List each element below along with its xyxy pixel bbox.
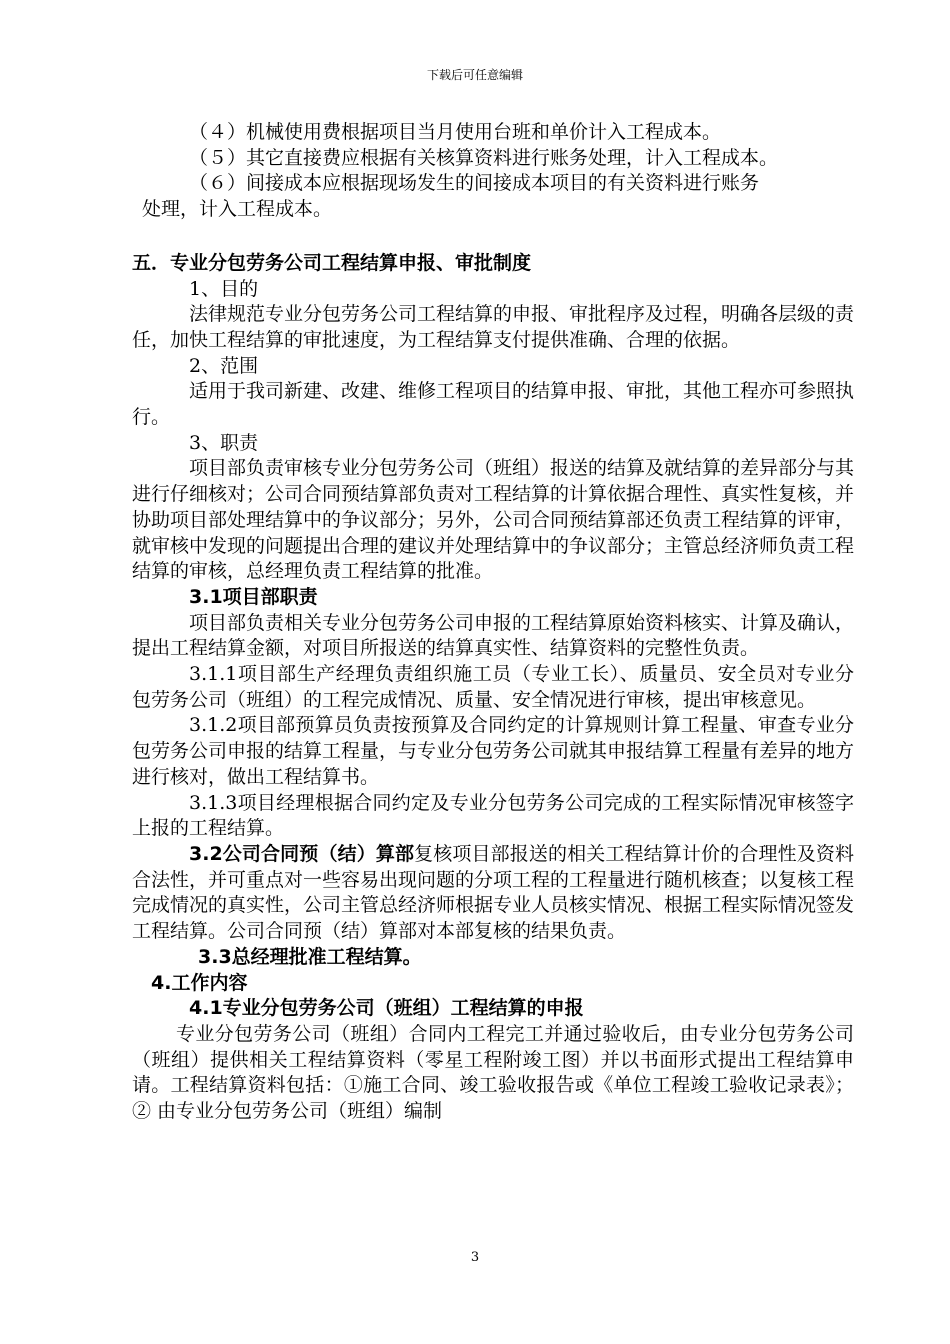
paragraph-item-6b: 处理，计入工程成本。 xyxy=(142,198,333,221)
subheading-4: 4.工作内容 xyxy=(151,971,248,994)
subheading-purpose: 1、目的 xyxy=(189,277,259,300)
paragraph-scope: 适用于我司新建、改建、维修工程项目的结算申报、审批，其他工程亦可参照执行。 xyxy=(132,380,855,429)
subheading-3-3: 3.3总经理批准工程结算。 xyxy=(198,945,422,968)
section-heading-5: 五．专业分包劳务公司工程结算申报、审批制度 xyxy=(132,251,532,274)
subheading-duties: 3、职责 xyxy=(189,431,259,454)
page-header: 下载后可任意编辑 xyxy=(426,68,523,82)
document-body xyxy=(132,120,854,1125)
paragraph-duties: 项目部负责审核专业分包劳务公司（班组）报送的结算及就结算的差异部分与其进行仔细核对；公司合同预结算部负责对工程结算的计算依据合理性、真实性复核，并协助项目部处理结算中的争议部分；另外，公司合同预结算部还负责工程结算的评审，就审核中发现的问题提出合理的建议并处理结算中的争议部分；主管总经济师负责工程结算的审核，总经理负责工程结算的批准。 xyxy=(132,457,855,583)
paragraph-4-1: 专业分包劳务公司（班组）合同内工程完工并通过验收后，由专业分包劳务公司（班组）提供相关工程结算资料（零星工程附竣工图）并以书面形式提出工程结算申请。工程结算资料包括：①施工合同、竣工验收报告或《单位工程竣工验收记录表》；② 由专业分包劳务公司（班组）编制 xyxy=(132,1022,854,1123)
paragraph-item-6a: （６）间接成本应根据现场发生的间接成本项目的有关资料进行账务 xyxy=(189,172,760,195)
paragraph-3-1-1: 3.1.1项目部生产经理负责组织施工员（专业工长）、质量员、安全员对专业分包劳务公司（班组）的工程完成情况、质量、安全情况进行审核，提出审核意见。 xyxy=(132,663,854,711)
paragraph-3-2 xyxy=(132,842,854,945)
paragraph-item-5: （５）其它直接费应根据有关核算资料进行账务处理，计入工程成本。 xyxy=(189,146,779,169)
page-number: 3 xyxy=(470,1250,480,1265)
subheading-4-1: 4.1专业分包劳务公司（班组）工程结算的申报 xyxy=(189,997,584,1020)
subheading-3-2: 3.2公司合同预（结）算部 xyxy=(189,842,415,865)
paragraph-3-2-text: 复核项目部报送的相关工程结算计价的合理性及资料合法性，并可重点对一些容易出现问题的分项工程的工程量进行随机核查；以复核工程完成情况的真实性，公司主管总经济师根据专业人员核实情况、根据工程实际情况签发工程结算。公司合同预（结）算部对本部复核的结果负责。 xyxy=(132,842,855,943)
paragraph-3-1-3: 3.1.3项目经理根据合同约定及专业分包劳务公司完成的工程实际情况审核签字上报的工程结算。 xyxy=(132,791,854,840)
paragraph-3-1: 项目部负责相关专业分包劳务公司申报的工程结算原始资料核实、计算及确认，提出工程结算金额，对项目所报送的结算真实性、结算资料的完整性负责。 xyxy=(132,611,855,660)
subheading-scope: 2、范围 xyxy=(189,354,259,377)
subheading-3-1: 3.1项目部职责 xyxy=(189,585,318,608)
paragraph-item-4: （４）机械使用费根据项目当月使用台班和单价计入工程成本。 xyxy=(189,121,722,143)
paragraph-purpose: 法律规范专业分包劳务公司工程结算的申报、审批程序及过程，明确各层级的责任，加快工程结算的审批速度，为工程结算支付提供准确、合理的依据。 xyxy=(132,303,855,351)
paragraph-3-1-2: 3.1.2项目部预算员负责按预算及合同约定的计算规则计算工程量、审查专业分包劳务公司申报的结算工程量，与专业分包劳务公司就其申报结算工程量有差异的地方进行核对，做出工程结算书。 xyxy=(132,714,855,788)
